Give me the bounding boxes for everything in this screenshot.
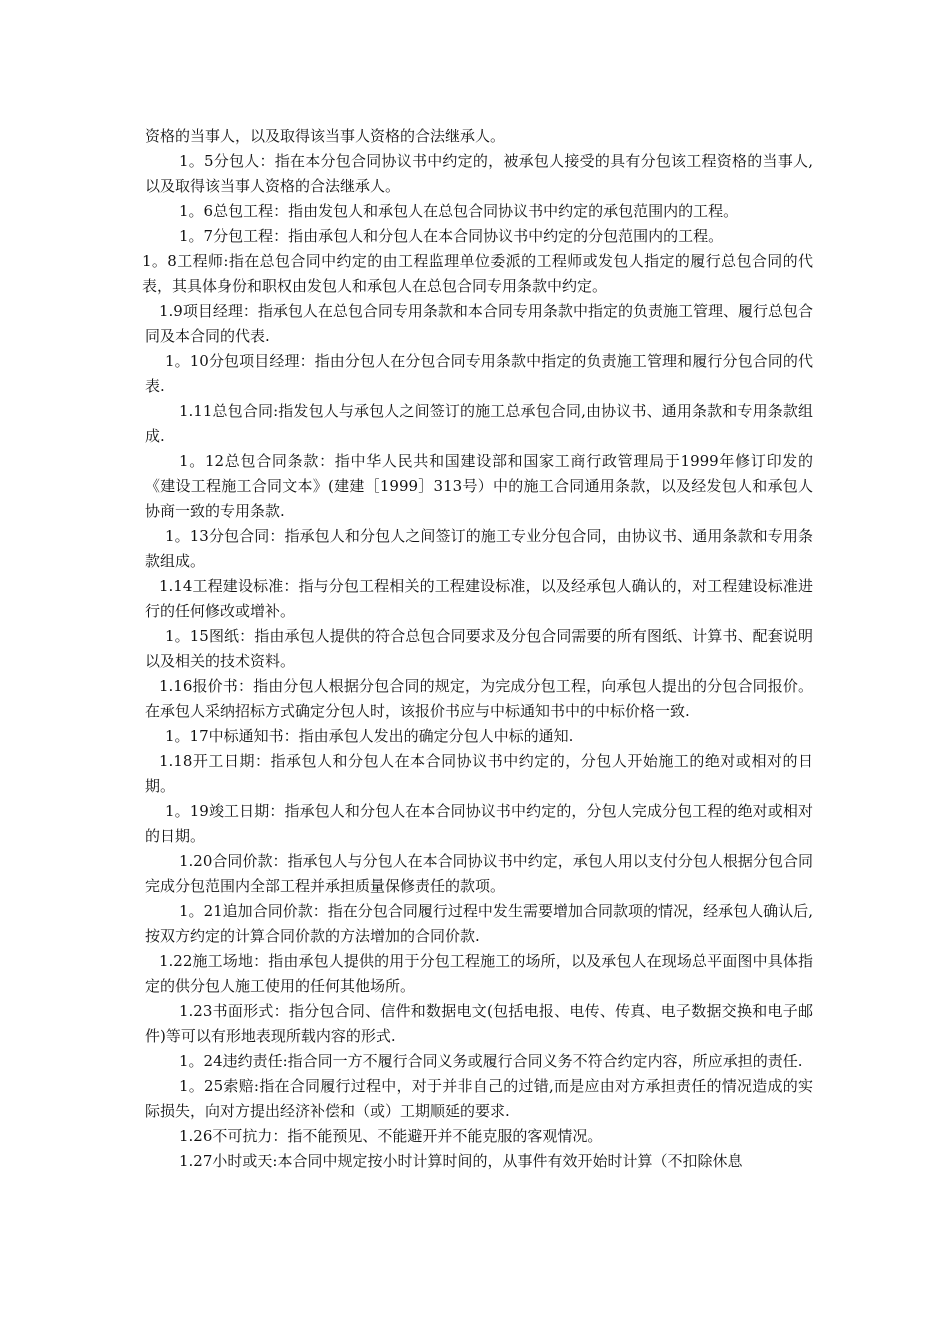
document-page: [142, 124, 813, 1174]
paragraph-1-23: 1.23书面形式：指分包合同、信件和数据电文(包括电报、电传、传真、电子数据交换和电子邮件)等可以有形地表现所载内容的形式.: [145, 1002, 813, 1045]
paragraph-1-16: 1.16报价书：指由分包人根据分包合同的规定，为完成分包工程，向承包人提出的分包合同报价。在承包人采纳招标方式确定分包人时，该报价书应与中标通知书中的中标价格一致.: [145, 677, 813, 720]
paragraph-1-17: 1。17中标通知书：指由承包人发出的确定分包人中标的通知.: [165, 727, 574, 745]
paragraph-1-24: 1。24违约责任:指合同一方不履行合同义务或履行合同义务不符合约定内容，所应承担的责任.: [179, 1052, 803, 1070]
paragraph-1-18: 1.18开工日期：指承包人和分包人在本合同协议书中约定的，分包人开始施工的绝对或相对的日期。: [145, 752, 813, 795]
paragraph-1-19: 1。19竣工日期：指承包人和分包人在本合同协议书中约定的，分包人完成分包工程的绝对或相对的日期。: [145, 802, 813, 845]
paragraph-1-6: 1。6总包工程：指由发包人和承包人在总包合同协议书中约定的承包范围内的工程。: [179, 202, 739, 220]
paragraph-1-7: 1。7分包工程：指由承包人和分包人在本合同协议书中约定的分包范围内的工程。: [179, 227, 724, 245]
paragraph-1-14: 1.14工程建设标准：指与分包工程相关的工程建设标准，以及经承包人确认的，对工程建设标准进行的任何修改或增补。: [145, 577, 813, 620]
paragraph-1-10: 1。10分包项目经理：指由分包人在分包合同专用条款中指定的负责施工管理和履行分包合同的代表.: [145, 352, 813, 395]
paragraph-1-15: 1。15图纸：指由承包人提供的符合总包合同要求及分包合同需要的所有图纸、计算书、配套说明以及相关的技术资料。: [145, 627, 813, 670]
paragraph-1-4-continued: 资格的当事人，以及取得该当事人资格的合法继承人。: [145, 127, 506, 145]
paragraph-1-9: 1.9项目经理：指承包人在总包合同专用条款和本合同专用条款中指定的负责施工管理、履行总包合同及本合同的代表.: [145, 302, 813, 345]
paragraph-1-11: 1.11总包合同:指发包人与承包人之间签订的施工总承包合同,由协议书、通用条款和专用条款组成.: [145, 402, 813, 445]
paragraph-1-25: 1。25索赔:指在合同履行过程中，对于并非自己的过错,而是应由对方承担责任的情况造成的实际损失，向对方提出经济补偿和（或）工期顺延的要求.: [145, 1077, 813, 1120]
paragraph-1-12: 1。12总包合同条款：指中华人民共和国建设部和国家工商行政管理局于1999年修订印发的《建设工程施工合同文本》(建建［1999］313号）中的施工合同通用条款，以及经发包人和承包人协商一致的专用条款.: [145, 452, 813, 520]
paragraph-1-5: 1。5分包人：指在本分包合同协议书中约定的，被承包人接受的具有分包该工程资格的当事人,以及取得该当事人资格的合法继承人。: [145, 152, 813, 195]
paragraph-1-27: 1.27小时或天:本合同中规定按小时计算时间的，从事件有效开始时计算（不扣除休息: [179, 1152, 743, 1170]
paragraph-1-21: 1。21追加合同价款：指在分包合同履行过程中发生需要增加合同款项的情况，经承包人确认后,按双方约定的计算合同价款的方法增加的合同价款.: [145, 902, 813, 945]
paragraph-1-8: 1。8工程师:指在总包合同中约定的由工程监理单位委派的工程师或发包人指定的履行总包合同的代表，其具体身份和职权由发包人和承包人在总包合同专用条款中约定。: [142, 252, 813, 295]
paragraph-1-13: 1。13分包合同：指承包人和分包人之间签订的施工专业分包合同，由协议书、通用条款和专用条款组成。: [145, 527, 813, 570]
paragraph-1-20: 1.20合同价款：指承包人与分包人在本合同协议书中约定，承包人用以支付分包人根据分包合同完成分包范围内全部工程并承担质量保修责任的款项。: [145, 852, 813, 895]
paragraph-1-22: 1.22施工场地：指由承包人提供的用于分包工程施工的场所，以及承包人在现场总平面图中具体指定的供分包人施工使用的任何其他场所。: [145, 952, 813, 995]
paragraph-1-26: 1.26不可抗力：指不能预见、不能避开并不能克服的客观情况。: [179, 1127, 603, 1145]
